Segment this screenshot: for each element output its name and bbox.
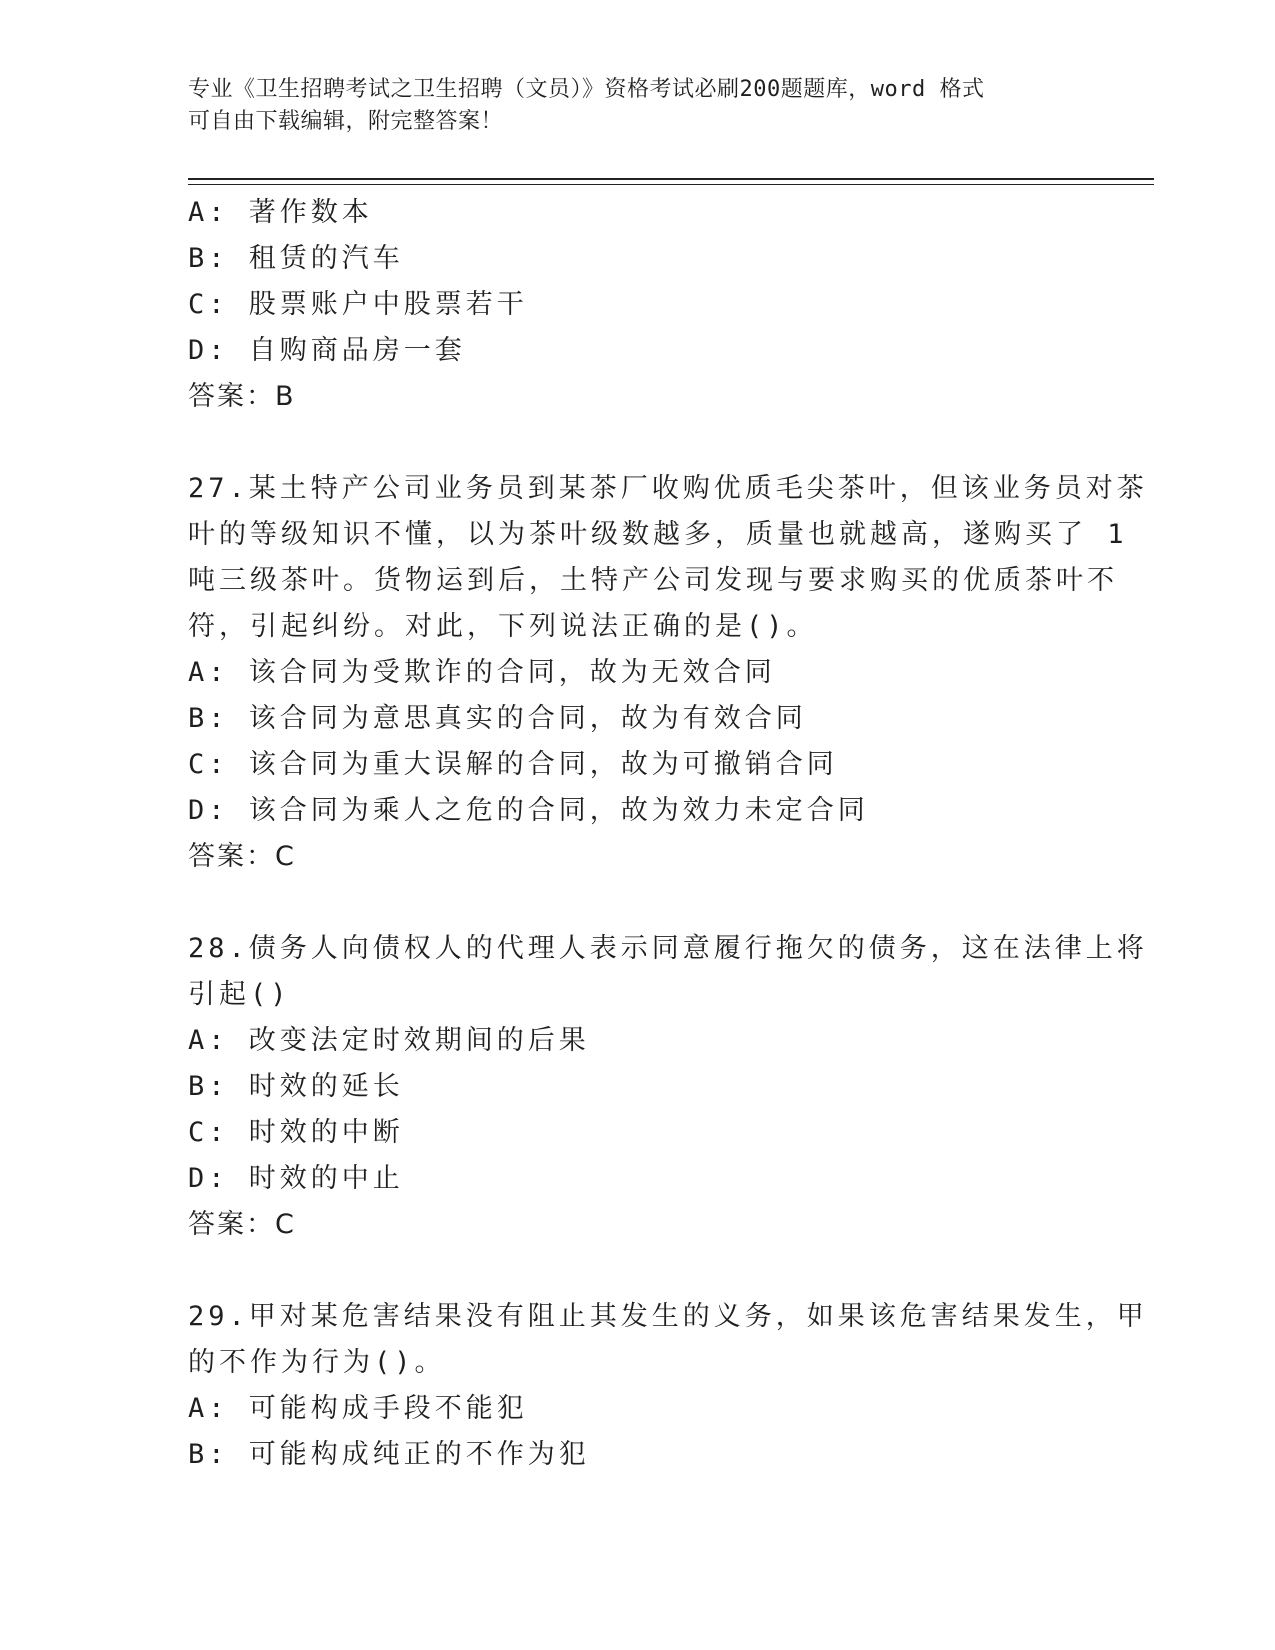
header-divider-thick <box>188 178 1154 180</box>
question-stem-line: 符，引起纠纷。对此，下列说法正确的是()。 <box>188 611 818 642</box>
question-26-block <box>188 190 1088 420</box>
question-stem-line: 28.债务人向债权人的代理人表示同意履行拖欠的债务，这在法律上将 <box>188 933 1148 964</box>
question-stem-line: 27.某土特产公司业务员到某茶厂收购优质毛尖茶叶，但该业务员对茶 <box>188 473 1148 504</box>
question-stem-line: 的不作为行为()。 <box>188 1347 446 1378</box>
answer-line: 答案：B <box>188 381 296 412</box>
option-a: A: 该合同为受欺诈的合同，故为无效合同 <box>188 657 776 688</box>
spacer <box>188 420 1088 466</box>
option-d: D: 自购商品房一套 <box>188 335 466 366</box>
document-header <box>188 74 1068 138</box>
option-b: B: 时效的延长 <box>188 1071 404 1102</box>
question-27-block <box>188 466 1148 880</box>
header-divider-thin <box>188 184 1154 185</box>
option-c: C: 该合同为重大误解的合同，故为可撤销合同 <box>188 749 838 780</box>
option-d: D: 时效的中止 <box>188 1163 404 1194</box>
option-a: A: 可能构成手段不能犯 <box>188 1393 528 1424</box>
question-stem-line: 吨三级茶叶。货物运到后，土特产公司发现与要求购买的优质茶叶不 <box>188 565 1118 596</box>
question-28-block <box>188 926 1148 1248</box>
option-a: A: 著作数本 <box>188 197 373 228</box>
answer-line: 答案：C <box>188 1209 296 1240</box>
option-c: C: 时效的中断 <box>188 1117 404 1148</box>
answer-line: 答案：C <box>188 841 296 872</box>
option-a: A: 改变法定时效期间的后果 <box>188 1025 590 1056</box>
header-line-2: 可自由下载编辑，附完整答案！ <box>188 109 504 134</box>
question-stem-line: 29.甲对某危害结果没有阻止其发生的义务，如果该危害结果发生，甲 <box>188 1301 1148 1332</box>
question-stem-line: 引起() <box>188 979 291 1010</box>
question-content <box>188 190 1148 1478</box>
option-d: D: 该合同为乘人之危的合同，故为效力未定合同 <box>188 795 869 826</box>
option-c: C: 股票账户中股票若干 <box>188 289 528 320</box>
question-29-block <box>188 1294 1148 1478</box>
option-b: B: 可能构成纯正的不作为犯 <box>188 1439 590 1470</box>
option-b: B: 该合同为意思真实的合同，故为有效合同 <box>188 703 807 734</box>
question-stem-line: 叶的等级知识不懂，以为茶叶级数越多，质量也就越高，遂购买了 1 <box>188 519 1128 550</box>
spacer <box>188 1248 1088 1294</box>
header-line-1: 专业《卫生招聘考试之卫生招聘（文员）》资格考试必刷200题题库，word 格式 <box>188 77 985 102</box>
option-b: B: 租赁的汽车 <box>188 243 404 274</box>
spacer <box>188 880 1088 926</box>
